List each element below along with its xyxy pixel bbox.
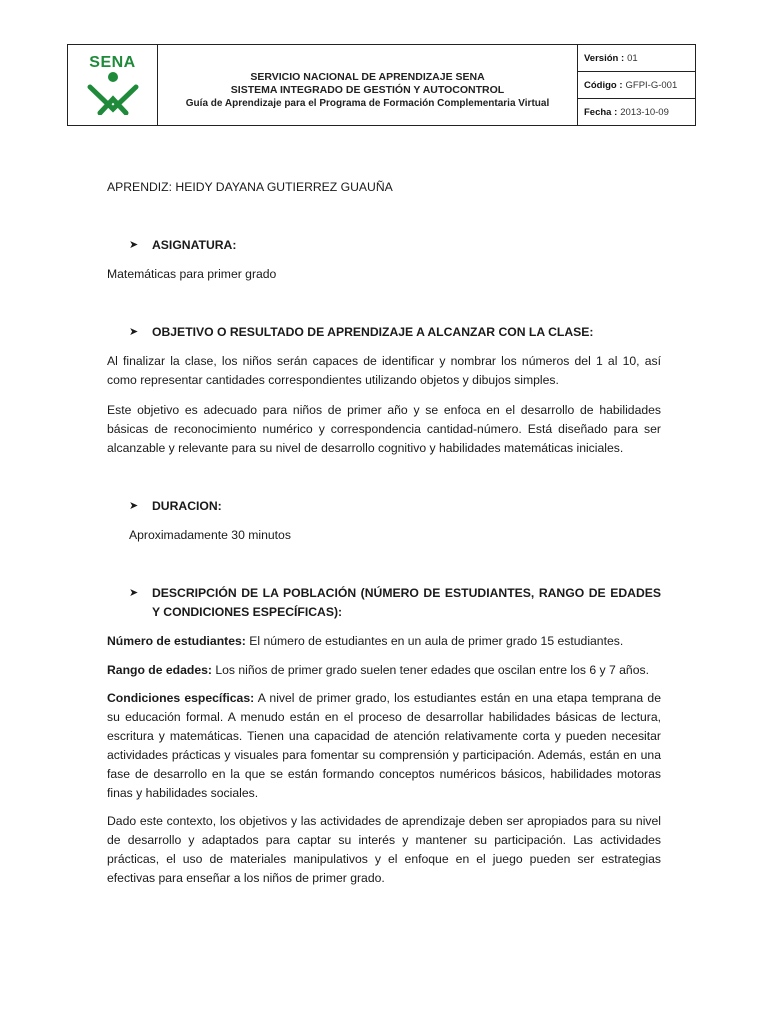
version-label: Versión : bbox=[584, 52, 625, 64]
header-title-line1: SERVICIO NACIONAL DE APRENDIZAJE SENA bbox=[250, 70, 485, 83]
sena-logo-text: SENA bbox=[89, 53, 136, 71]
document-header bbox=[67, 44, 696, 126]
version-value: 01 bbox=[627, 52, 638, 64]
date-row bbox=[578, 99, 695, 125]
date-value: 2013-10-09 bbox=[620, 106, 669, 118]
duration-text: Aproximadamente 30 minutos bbox=[129, 528, 291, 542]
students-text: El número de estudiantes en un aula de primer grado 15 estudiantes. bbox=[245, 634, 624, 648]
version-row bbox=[578, 45, 695, 72]
ages-paragraph bbox=[107, 661, 661, 680]
conditions-label: Condiciones específicas: bbox=[107, 691, 255, 705]
ages-text: Los niños de primer grado suelen tener edades que oscilan entre los 6 y 7 años. bbox=[211, 663, 649, 677]
arrow-bullet-icon: ➤ bbox=[129, 587, 139, 599]
students-paragraph bbox=[107, 632, 661, 651]
objective-heading: ➤ OBJETIVO O RESULTADO DE APRENDIZAJE A ALCANZAR CON LA CLASE: bbox=[129, 323, 661, 342]
context-paragraph: Dado este contexto, los objetivos y las actividades de aprendizaje deben ser apropiados para su nivel de desarrollo y adaptados para captar su interés y mantener su participación. Las actividades prácticas, el uso de materiales manipulativos y el enfoque en el juego pueden ser estrategias efectivas para enseñar a los niños de primer grado. bbox=[107, 814, 661, 885]
arrow-bullet-icon: ➤ bbox=[129, 326, 139, 338]
conditions-text: A nivel de primer grado, los estudiantes están en una etapa temprana de su educación formal. A menudo están en el proceso de desarrollar habilidades básicas de lectura, escritura y matemáticas. Tienen una capacidad de atención relativamente corta y pueden necesitar actividades prácticas y visuales para fomentar su comprensión y participación. Además, están en una fase de desarrollo en la que se están formando conceptos numéricos básicos, habilidades motoras finas y habilidades sociales. bbox=[107, 691, 661, 800]
code-row bbox=[578, 72, 695, 99]
code-label: Código : bbox=[584, 79, 623, 91]
header-title-line2: SISTEMA INTEGRADO DE GESTIÓN Y AUTOCONTROL bbox=[230, 83, 505, 96]
header-title-line3: Guía de Aprendizaje para el Programa de Formación Complementaria Virtual bbox=[185, 97, 550, 109]
header-title bbox=[158, 45, 578, 125]
logo-cell bbox=[68, 45, 158, 125]
ages-label: Rango de edades: bbox=[107, 663, 212, 677]
population-heading: ➤ DESCRIPCIÓN DE LA POBLACIÓN (NÚMERO DE ESTUDIANTES, RANGO DE EDADES Y CONDICIONES ESPECÍFICAS): bbox=[129, 586, 661, 619]
subject-text: Matemáticas para primer grado bbox=[107, 267, 277, 281]
objective-paragraph-1: Al finalizar la clase, los niños serán capaces de identificar y nombrar los números del 1 al 10, así como representar cantidades correspondientes utilizando objetos y dibujos simples. bbox=[107, 354, 661, 387]
students-label: Número de estudiantes: bbox=[107, 634, 246, 648]
objective-paragraph-2: Este objetivo es adecuado para niños de primer año y se enfoca en el desarrollo de habilidades básicas de reconocimiento numérico y correspondencia cantidad-número. Está diseñado para ser alcanzable y relevante para su nivel de desarrollo cognitivo y habilidades matemáticas iniciales. bbox=[107, 403, 661, 455]
date-label: Fecha : bbox=[584, 106, 618, 118]
sena-logo-icon bbox=[86, 71, 140, 115]
arrow-bullet-icon: ➤ bbox=[129, 500, 139, 512]
header-meta bbox=[578, 45, 695, 125]
code-value: GFPI-G-001 bbox=[625, 79, 678, 91]
apprentice-line: APRENDIZ: HEIDY DAYANA GUTIERREZ GUAUÑA bbox=[107, 180, 393, 194]
arrow-bullet-icon: ➤ bbox=[129, 239, 139, 251]
subject-heading: ➤ ASIGNATURA: bbox=[129, 236, 661, 255]
duration-heading: ➤ DURACION: bbox=[129, 497, 661, 516]
conditions-paragraph bbox=[107, 689, 661, 803]
